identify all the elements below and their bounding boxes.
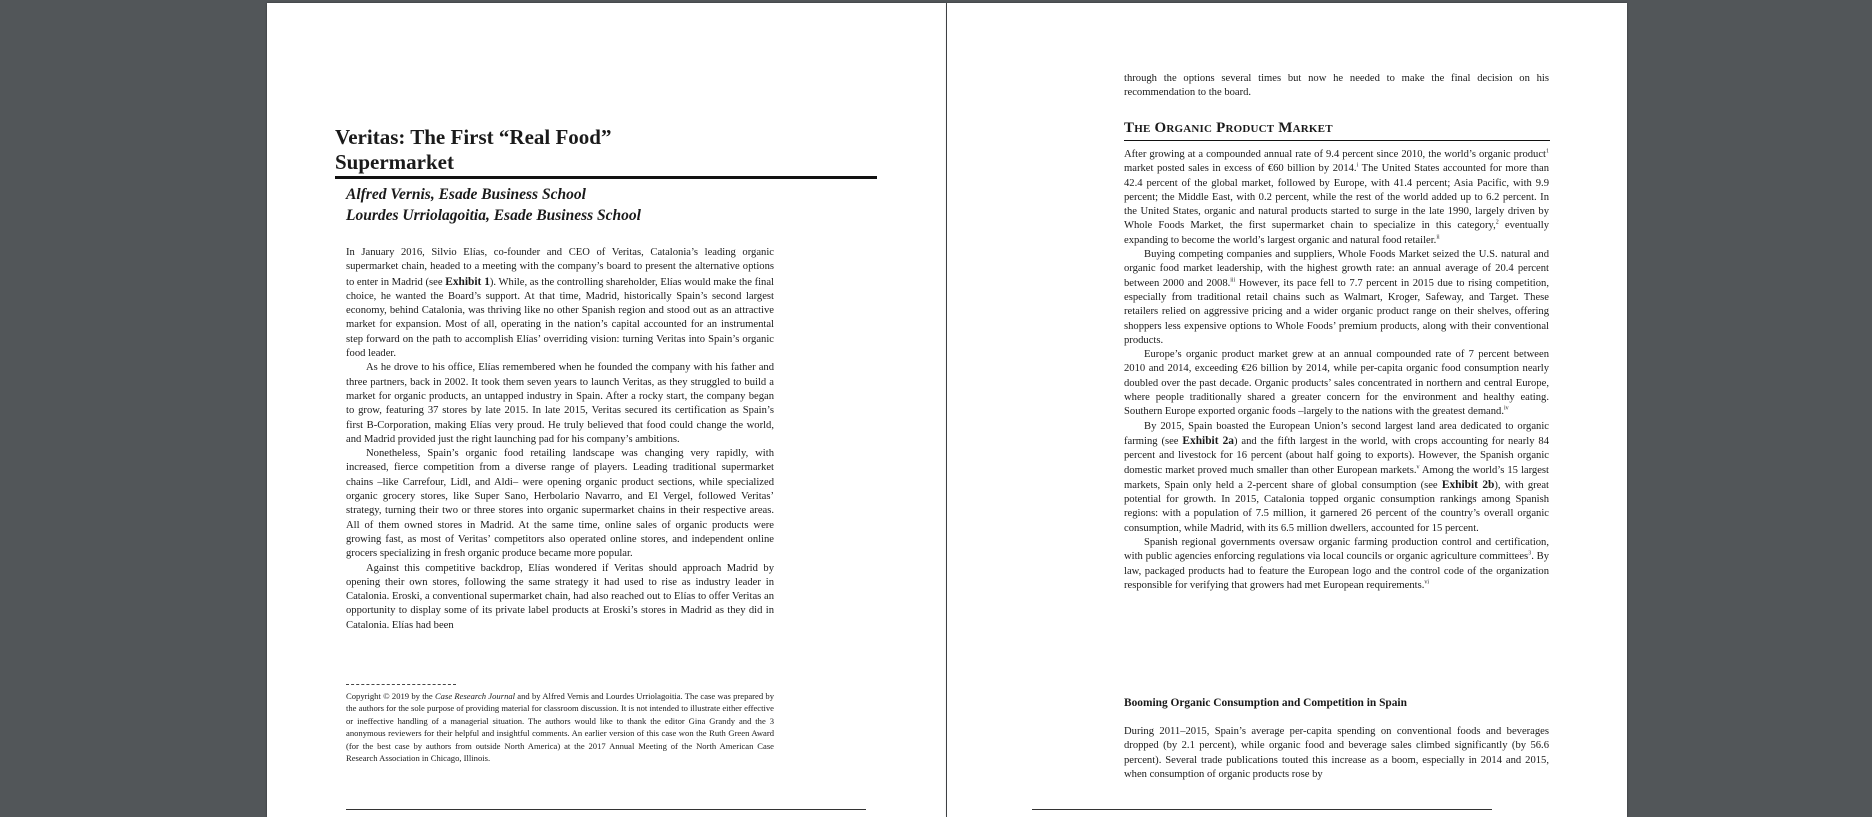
right-paragraph-3 [1124, 348, 1549, 419]
rp1-d: eventually expanding to become the world’s largest organic and natural food retailer. [1124, 220, 1550, 246]
paragraph-3: Nonetheless, Spain’s organic food retailing landscape was changing very rapidly, with increased, fierce competition from a diverse range of players. Leading traditional supermarket chains –like Carrefour, Lidl, and Aldi– were opening organic product sections, while specialized organic grocery stores, like Super Sano, Herbolario Navarro, and El Vergel, followed Veritas’ strategy, turning their two or three stores into organic supermarket chains in their respective areas. All of them owned stores in Madrid. At the same time, online sales of organic products were growing fast, as most of Veritas’ competitors also operated online stores, and independent online grocers specializing in fresh organic produce became more popular. [346, 448, 774, 560]
rp2-b: However, its pace fell to 7.7 percent in 2015 due to rising competition, especially from traditional retail chains such as Walmart, Kroger, Safeway, and Target. These retailers relied on aggressive pricing and a wider organic product range on their shelves, offering shoppers less expensive options to Whole Foods’ premium products, along with their conventional products. [1124, 277, 1549, 346]
right-paragraph-6: During 2011–2015, Spain’s average per-capita spending on conventional foods and beverages dropped (by 2.1 percent), while organic food and beverage sales climbed significantly (by 56.6 percent). Several trade publications touted this increase as a boom, especially in 2014 and 2015, when consumption of organic products rose by [1124, 726, 1549, 780]
footnote-marker: 2 [1495, 219, 1499, 226]
paragraph-2: As he drove to his office, Elías remembered when he founded the company with his father and three partners, back in 2002. It took them seven years to launch Veritas, as they struggled to build a market for organic products, an untapped industry in Spain. After a rocky start, the company began to grow, featuring 37 stores by late 2015. In late 2015, Veritas secured its certification as Spain’s first B-Corporation, making Elías very proud. He truly believed that food could change the world, and Madrid provided just the right launching pad for his company’s ambitions. [346, 362, 774, 445]
paragraph-1 [346, 246, 774, 361]
exhibit-2a-ref: Exhibit 2a [1182, 434, 1234, 447]
endnote-marker: iii [1230, 277, 1236, 284]
footer-rule-right [1032, 809, 1492, 810]
copyright-notice [346, 690, 774, 764]
rp4-c: Among the world’s 15 largest markets, Spain only held a 2-percent share of global consumption (see [1124, 464, 1549, 491]
endnote-marker: ii [1436, 234, 1440, 241]
right-paragraph-1 [1124, 148, 1549, 248]
sub-heading: Booming Organic Consumption and Competition in Spain [1124, 697, 1407, 709]
endnote-marker: i [1356, 162, 1359, 169]
right-intro-text [1124, 72, 1549, 101]
rp1-b: market posted sales in excess of €60 billion by 2014. [1124, 163, 1357, 175]
footer-rule-left [346, 809, 866, 810]
rp4-b: ) and the fifth largest in the world, with crops accounting for nearly 84 percent and livestock for 16 percent (about half going to exports). However, the Spanish organic domestic market proved much smaller than other European markets. [1124, 435, 1550, 476]
right-body-text [1124, 148, 1549, 593]
author-2: Lourdes Urriolagoitia, Esade Business School [346, 207, 641, 224]
document-page-right [947, 3, 1627, 817]
section-rule [1124, 140, 1550, 141]
case-title [335, 125, 895, 175]
endnote-marker: v [1416, 464, 1420, 470]
title-line-2: Supermarket [335, 150, 454, 174]
p1-text-b: ). While, as the controlling shareholder, Elías would make the final choice, he wanted the Board’s support. At that time, Madrid, historically Spain’s second largest economy, behind Catalonia, was thriving like no other Spanish region and stood out as an attractive market for expansion. Most of all, operating in the nation’s capital accounted for an instrumental step forward on the path to accomplish Elías’ overriding vision: turning Veritas into Spain’s organic food leader. [346, 276, 774, 360]
rp1-a: After growing at a compounded annual rate of 9.4 percent since 2010, the world’s organic product [1124, 149, 1546, 160]
title-rule [335, 176, 877, 179]
footnote-separator [346, 684, 456, 685]
exhibit-2b-ref: Exhibit 2b [1441, 478, 1495, 491]
rp1-c: The United States accounted for more than 42.4 percent of the global market, followed by Europe, with 41.4 percent; Asia Pacific, with 9.9 percent; the Middle East, with 0.2 percent, while the rest of the world added up to 6.2 percent. In the United States, organic and natural products started to surge in the late 1990, largely driven by Whole Foods Market, the first supermarket chain to specialize in this category, [1124, 163, 1549, 232]
title-line-1: Veritas: The First “Real Food” [335, 125, 612, 149]
rp5-a: Spanish regional governments oversaw organic farming production control and certification, with public agencies enforcing regulations via local councils or organic agriculture committees [1124, 537, 1549, 563]
author-1: Alfred Vernis, Esade Business School [346, 186, 586, 203]
journal-name: Case Research Journal [434, 691, 516, 701]
right-paragraph-4 [1124, 420, 1549, 536]
p1-text-a: In January 2016, Silvio Elías, co-founder and CEO of Veritas, Catalonia’s leading organic supermarket chain, headed to a meeting with the company’s board to present the alternative options to enter in Madrid (see [346, 247, 774, 288]
section-heading: The Organic Product Market [1124, 120, 1333, 136]
right-bottom-text [1124, 725, 1549, 782]
footnote-marker: 1 [1546, 148, 1549, 155]
endnote-marker: vi [1424, 579, 1430, 586]
rp2-a: Buying competing companies and suppliers, Whole Foods Market seized the U.S. natural and organic food market leadership, with the highest growth rate: an annual average of 20.4 percent between 2000 and 2008. [1124, 249, 1549, 289]
paragraph-0: through the options several times but now he needed to make the final decision on his recommendation to the board. [1124, 73, 1549, 99]
document-page-left [267, 3, 946, 817]
left-body-text [346, 246, 774, 633]
right-paragraph-2 [1124, 248, 1549, 348]
footnote-marker: 3 [1528, 550, 1532, 557]
paragraph-4: Against this competitive backdrop, Elías wondered if Veritas should approach Madrid by opening their own stores, following the same strategy it had used to rise as industry leader in Catalonia. Eroski, a conventional supermarket chain, had also reached out to Elías to offer Veritas an opportunity to display some of its private label products at Eroski’s stores in Madrid as they did in Catalonia. Elías had been [346, 562, 774, 631]
copyright-text-b: and by Alfred Vernis and Lourdes Urriolagoitia. The case was prepared by the authors for the sole purpose of providing material for classroom discussion. It is not intended to illustrate either effective or ineffective handling of a managerial situation. The authors would like to thank the editor Gina Grandy and the 3 anonymous reviewers for their helpful and insightful comments. An earlier version of this case won the Ruth Green Award (for the best case by authors from outside North America) at the 2017 Annual Meeting of the North American Case Research Association in Chicago, Illinois. [346, 691, 775, 764]
rp4-a: By 2015, Spain boasted the European Union’s second largest land area dedicated to organic farming (see [1124, 420, 1549, 447]
exhibit-1-ref: Exhibit 1 [445, 275, 490, 288]
copyright-text-a: Copyright © 2019 by the [346, 691, 435, 701]
rp4-d: ), with great potential for growth. In 2015, Catalonia topped organic consumption rankings among Spanish regions: with a population of 7.5 million, it garnered 26 percent of the country’s overall organic consumption, while Madrid, with its 6.5 million dwellers, accounted for 15 percent. [1124, 479, 1549, 534]
rp3-a: Europe’s organic product market grew at an annual compounded rate of 7 percent between 2010 and 2014, exceeding €26 billion by 2014, while per-capita organic food consumption nearly doubled over the past decade. Organic products’ sales concentrated in northern and central Europe, where people traditionally shared a greater concern for the environment and healthy eating. Southern Europe exported organic foods –largely to the nations with the greatest demand. [1124, 349, 1549, 418]
right-paragraph-5 [1124, 536, 1549, 593]
endnote-marker: iv [1504, 405, 1509, 412]
rp5-b: . By law, packaged products had to feature the European logo and the control code of the organization responsible for verifying that growers had met European requirements. [1124, 551, 1549, 591]
